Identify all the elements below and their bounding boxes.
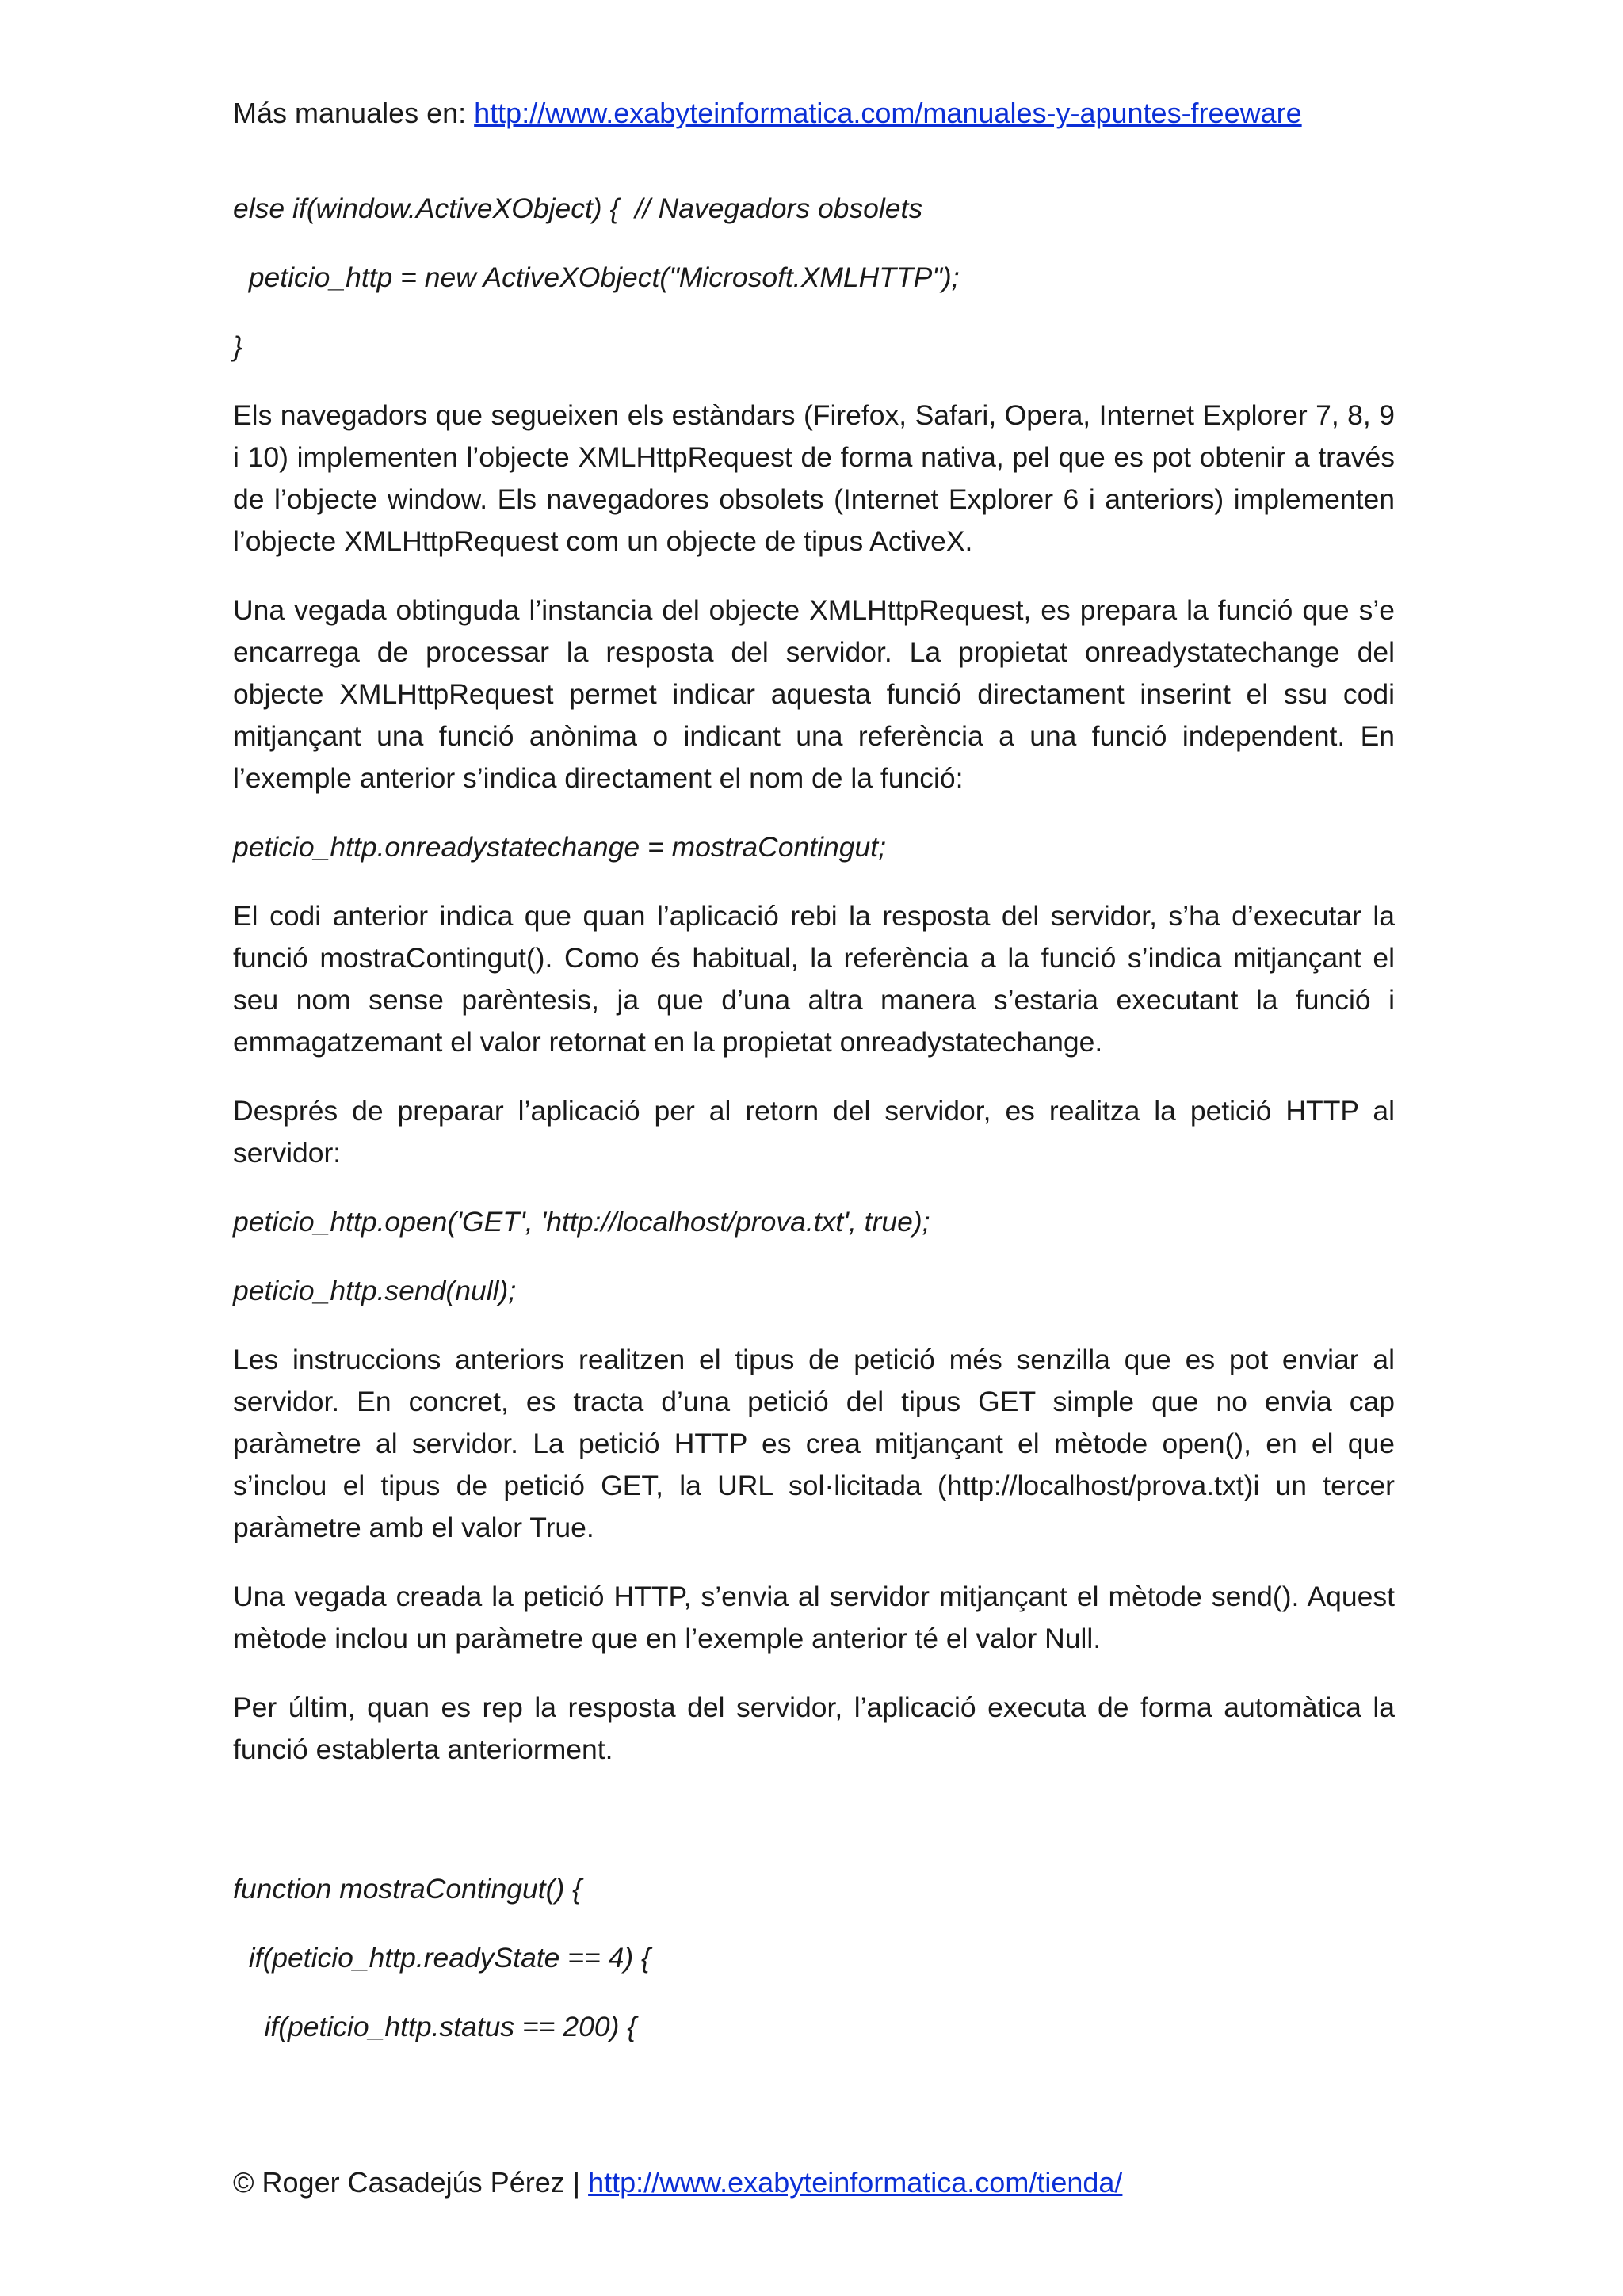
code-line: peticio_http.send(null); (233, 1275, 517, 1306)
code-line: if(peticio_http.status == 200) { (233, 2011, 637, 2042)
document-body (233, 188, 1395, 2075)
paragraph: Després de preparar l’aplicació per al retorn del servidor, es realitza la petició HTTP al servidor: (233, 1095, 1395, 1169)
footer-link[interactable]: http://www.exabyteinformatica.com/tienda/ (588, 2166, 1123, 2199)
blank-space (233, 1798, 1395, 1868)
code-line: else if(window.ActiveXObject) { // Navegadors obsolets (233, 193, 923, 224)
code-line: peticio_http.open('GET', 'http://localhost/prova.txt', true); (233, 1206, 930, 1238)
code-line: peticio_http = new ActiveXObject("Microsoft.XMLHTTP"); (233, 261, 960, 293)
code-line: if(peticio_http.readyState == 4) { (233, 1942, 651, 1974)
paragraph: Les instruccions anteriors realitzen el tipus de petició més senzilla que es pot enviar al servidor. En concret, es tracta d’una petició del tipus GET simple que no envia cap paràmetre al servidor. La petició HTTP es crea mitjançant el mètode open(), en el que s’inclou el tipus de petició GET, la URL sol·licitada (http://localhost/prova.txt)i un tercer paràmetre amb el valor True. (233, 1344, 1395, 1543)
footer-prefix: © Roger Casadejús Pérez | (233, 2166, 589, 2199)
paragraph: El codi anterior indica que quan l’aplicació rebi la resposta del servidor, s’ha d’executar la funció mostraContingut(). Como és habitual, la referència a la funció s’indica mitjançant el seu nom sense parèntesis, ja que d’una altra manera s’estaria executant la funció i emmagatzemant el valor retornat en la propietat onreadystatechange. (233, 900, 1395, 1058)
header-prefix: Más manuales en: (233, 97, 475, 129)
code-line: } (233, 330, 242, 362)
page-footer (233, 2163, 1122, 2203)
paragraph: Una vegada creada la petició HTTP, s’envia al servidor mitjançant el mètode send(). Aquest mètode inclou un paràmetre que en l’exemple anterior té el valor Null. (233, 1581, 1395, 1654)
page-header (233, 93, 1302, 133)
code-line: function mostraContingut() { (233, 1873, 582, 1905)
paragraph: Una vegada obtinguda l’instancia del objecte XMLHttpRequest, es prepara la funció que s’e encarrega de processar la resposta del servidor. La propietat onreadystatechange del objecte XMLHttpRequest permet indicar aquesta funció directament inserint el ssu codi mitjançant una funció anònima o indicant una referència a una funció independent. En l’exemple anterior s’indica directament el nom de la funció: (233, 594, 1395, 794)
header-link[interactable]: http://www.exabyteinformatica.com/manuales-y-apuntes-freeware (474, 97, 1302, 129)
paragraph: Per últim, quan es rep la resposta del servidor, l’aplicació executa de forma automàtica la funció establerta anteriorment. (233, 1691, 1395, 1765)
code-line: peticio_http.onreadystatechange = mostraContingut; (233, 831, 886, 863)
paragraph: Els navegadors que segueixen els estàndars (Firefox, Safari, Opera, Internet Explorer 7, 8, 9 i 10) implementen l’objecte XMLHttpRequest de forma nativa, pel que es pot obtenir a través de l’objecte window. Els navegadores obsolets (Internet Explorer 6 i anteriors) implementen l’objecte XMLHttpRequest com un objecte de tipus ActiveX. (233, 399, 1395, 557)
